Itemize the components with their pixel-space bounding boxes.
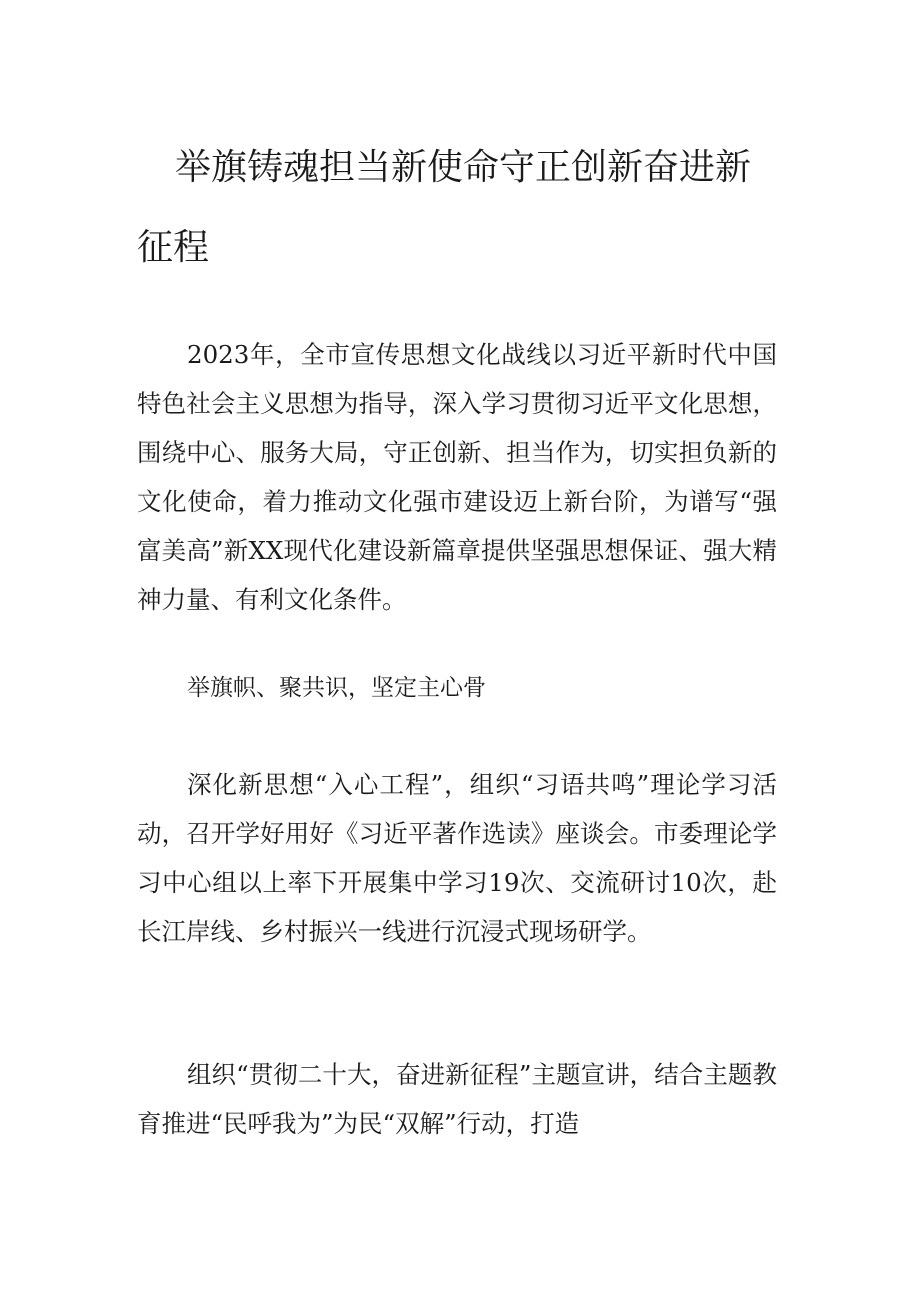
section-paragraph-2: 组织“贯彻二十大，奋进新征程”主题宣讲，结合主题教育推进“民呼我为”为民“双解”行动，打造 — [137, 1060, 777, 1138]
section-paragraph-1: 深化新思想“入心工程”，组织“习语共鸣”理论学习活动，召开学好用好《习近平著作选读》座谈会。市委理论学习中心组以上率下开展集中学习19次、交流研讨10次，赴长江岸线、乡村振兴一线进行沉浸式现场研学。 — [137, 770, 777, 946]
document-title: 举旗铸魂担当新使命守正创新奋进新征程 — [137, 147, 752, 268]
section-heading: 举旗帜、聚共识，坚定主心骨 — [187, 675, 486, 701]
intro-paragraph: 2023年，全市宣传思想文化战线以习近平新时代中国特色社会主义思想为指导，深入学习贯彻习近平文化思想，围绕中心、服务大局，守正创新、担当作为，切实担负新的文化使命，着力推动文化强市建设迈上新台阶，为谱写“强富美高”新XX现代化建设新篇章提供坚强思想保证、强大精神力量、有利文化条件。 — [137, 340, 777, 614]
